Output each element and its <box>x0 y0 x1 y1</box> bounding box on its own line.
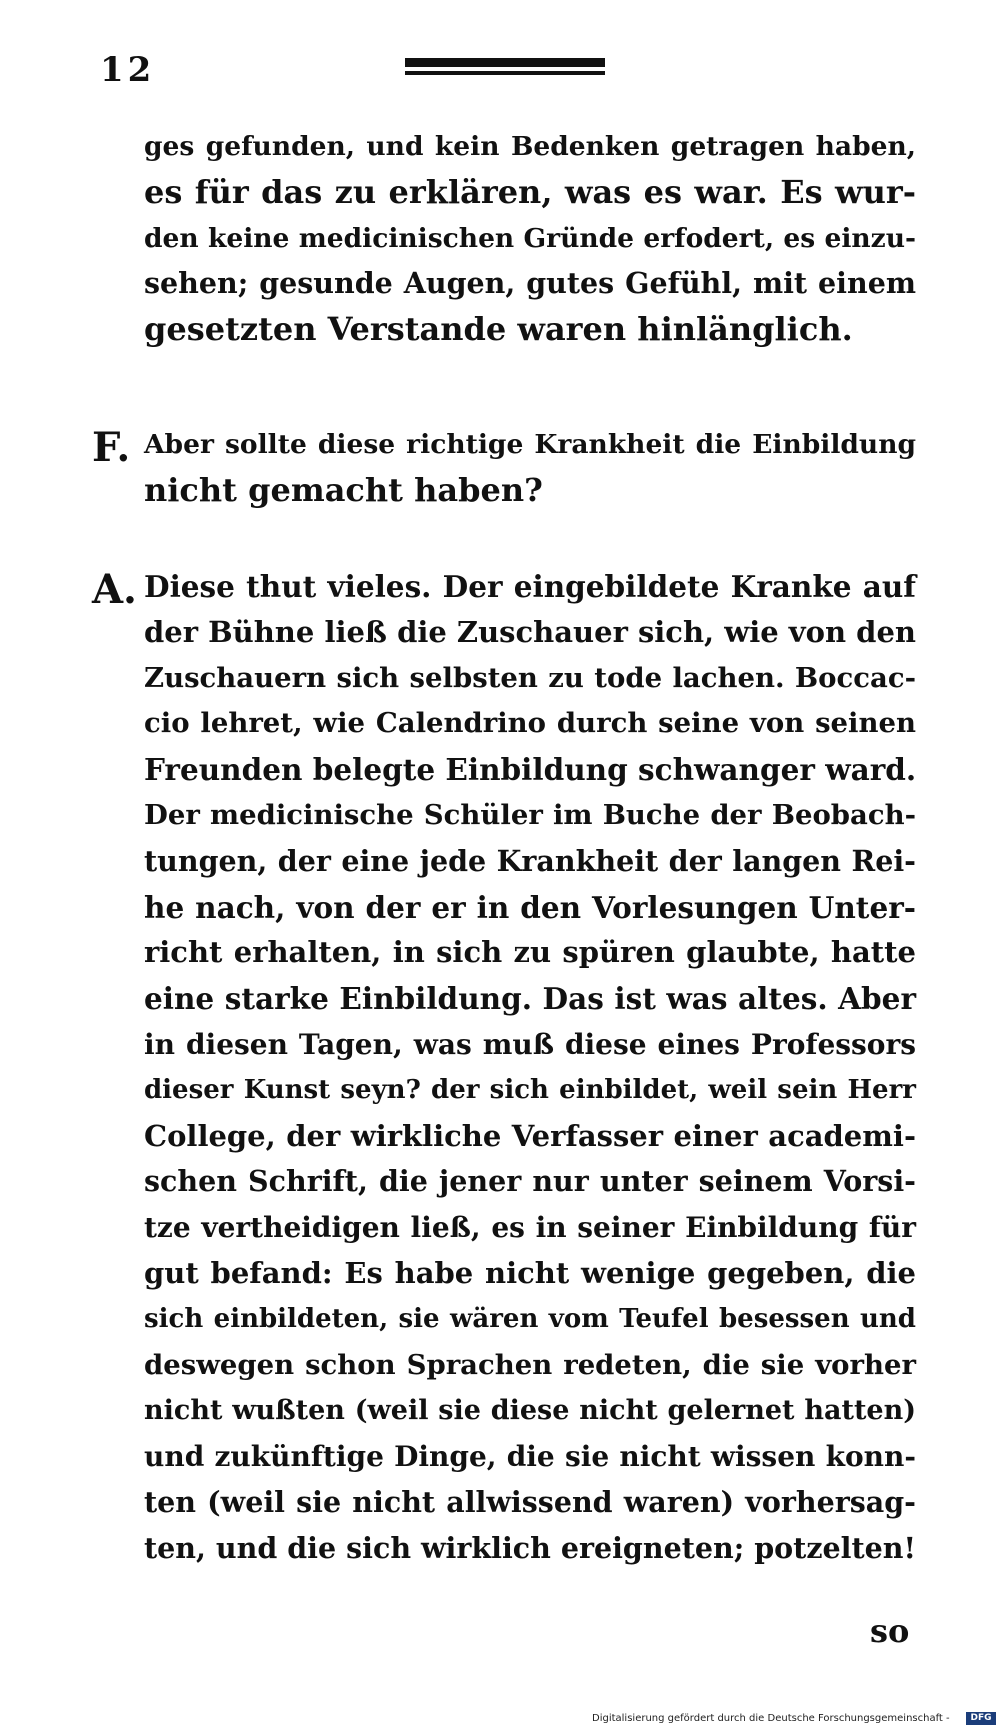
text-line: cio lehret, wie Calendrino durch seine von seinen <box>144 707 916 740</box>
catchword: so <box>870 1612 910 1650</box>
paragraph-continuation <box>144 124 916 353</box>
text-line: ten, und die sich wirklich ereigneten; potzelten! <box>144 1530 916 1565</box>
header-rule-thick <box>405 58 605 67</box>
speaker-label-question: F. <box>92 424 131 471</box>
text-line: es für das zu erklären, was es war. Es wur- <box>144 172 916 211</box>
text-line: gesetzten Verstande waren hinlänglich. <box>144 310 853 349</box>
text-line: eine starke Einbildung. Das ist was altes. Aber <box>144 981 916 1017</box>
text-line: nicht gemacht haben? <box>144 470 543 509</box>
text-line: Der medicinische Schüler im Buche der Beobach- <box>144 798 916 831</box>
text-line: in diesen Tagen, was muß diese eines Professors <box>144 1027 916 1061</box>
text-line: ten (weil sie nicht allwissend waren) vorhersag- <box>144 1484 916 1519</box>
text-line: gut befand: Es habe nicht wenige gegeben, die <box>144 1255 916 1290</box>
text-line: deswegen schon Sprachen redeten, die sie vorher <box>144 1348 916 1381</box>
text-line: der Bühne ließ die Zuschauer sich, wie von den <box>144 614 916 649</box>
dfg-logo: DFG <box>966 1712 996 1725</box>
text-line: tze vertheidigen ließ, es in seiner Einbildung für <box>144 1211 916 1245</box>
header-rule-thin <box>405 71 605 75</box>
text-line: Zuschauern sich selbsten zu tode lachen. Boccac- <box>144 661 916 694</box>
speaker-label-answer: A. <box>92 566 137 613</box>
text-line: Diese thut vieles. Der eingebildete Kranke auf <box>144 569 916 604</box>
text-line: sehen; gesunde Augen, gutes Gefühl, mit einem <box>144 266 916 301</box>
text-line: Freunden belegte Einbildung schwanger ward. <box>144 752 917 788</box>
text-line: College, der wirkliche Verfasser einer academi- <box>144 1118 916 1153</box>
header-rule <box>405 58 605 78</box>
text-line: ges gefunden, und kein Bedenken getragen haben, <box>144 131 916 162</box>
paragraph-question <box>144 422 916 514</box>
text-line: den keine medicinischen Gründe erfodert, es einzu- <box>144 222 916 254</box>
text-line: he nach, von der er in den Vorlesungen Unter- <box>144 889 916 925</box>
paragraph-answer <box>144 564 916 1572</box>
page-number: 12 <box>100 50 156 90</box>
text-line: Aber sollte diese richtige Krankheit die Einbildung <box>144 429 916 460</box>
text-line: tungen, der eine jede Krankheit der langen Rei- <box>144 843 916 878</box>
text-line: dieser Kunst seyn? der sich einbildet, weil sein Herr <box>144 1074 916 1105</box>
text-line: und zukünftige Dinge, die sie nicht wissen konn- <box>144 1440 916 1474</box>
digitization-credit: Digitalisierung gefördert durch die Deutsche Forschungsgemeinschaft - <box>592 1713 950 1724</box>
text-line: nicht wußten (weil sie diese nicht gelernet hatten) <box>144 1395 916 1427</box>
text-line: schen Schrift, die jener nur unter seinem Vorsi- <box>144 1164 916 1199</box>
text-line: sich einbildeten, sie wären vom Teufel besessen und <box>144 1303 916 1334</box>
text-line: richt erhalten, in sich zu spüren glaubte, hatte <box>144 935 916 970</box>
